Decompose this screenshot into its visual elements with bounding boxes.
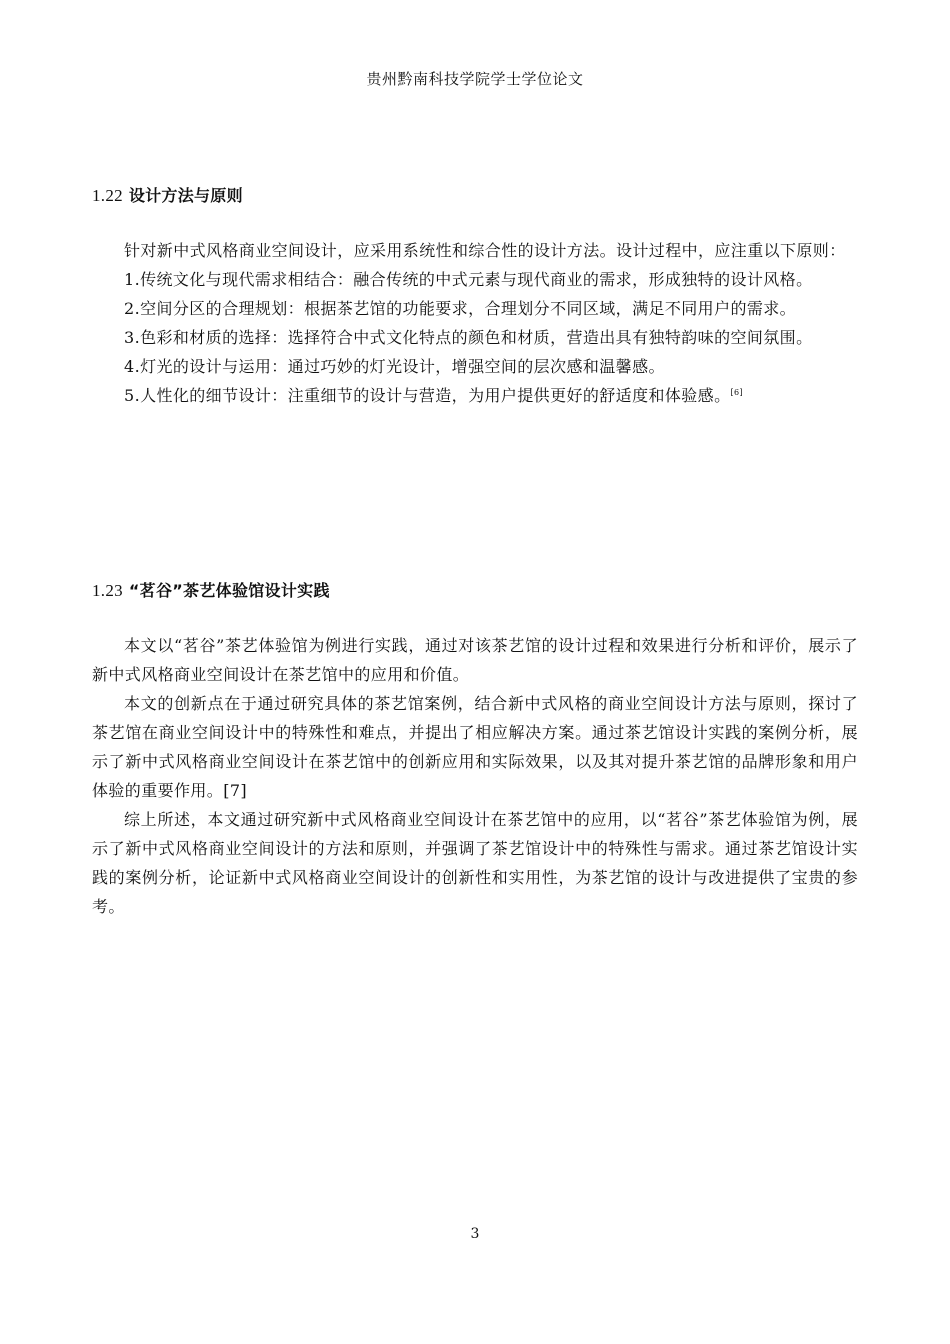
paragraph: 本文的创新点在于通过研究具体的茶艺馆案例，结合新中式风格的商业空间设计方法与原则，探讨了茶艺馆在商业空间设计中的特殊性和难点，并提出了相应解决方案。通过茶艺馆设计实践的案例分析，展示了新中式风格商业空间设计在茶艺馆中的创新应用和实际效果，以及其对提升茶艺馆的品牌形象和用户体验的重要作用。[7] [92,694,858,800]
section-body-1-22 [92,236,858,410]
running-header: 贵州黔南科技学院学士学位论文 [366,70,584,88]
section-number: 1.22 [92,186,123,205]
paragraph: 本文以“茗谷”茶艺体验馆为例进行实践，通过对该茶艺馆的设计过程和效果进行分析和评价，展示了新中式风格商业空间设计在茶艺馆中的应用和价值。 [92,636,858,684]
paragraph: 针对新中式风格商业空间设计，应采用系统性和综合性的设计方法。设计过程中，应注重以下原则： [124,241,846,260]
paragraph: 综上所述，本文通过研究新中式风格商业空间设计在茶艺馆中的应用，以“茗谷”茶艺体验馆为例，展示了新中式风格商业空间设计的方法和原则，并强调了茶艺馆设计中的特殊性与需求。通过茶艺馆设计实践的案例分析，论证新中式风格商业空间设计的创新性和实用性，为茶艺馆的设计与改进提供了宝贵的参考。 [92,810,858,916]
list-item: 2.空间分区的合理规划：根据茶艺馆的功能要求，合理划分不同区域，满足不同用户的需求。 [124,299,797,318]
list-item-with-citation [92,381,858,410]
citation-mark: [6] [730,388,744,397]
section-heading-1-22 [92,183,243,206]
list-item: 1.传统文化与现代需求相结合：融合传统的中式元素与现代商业的需求，形成独特的设计风格。 [124,270,813,289]
list-item: 3.色彩和材质的选择：选择符合中式文化特点的颜色和材质，营造出具有独特韵味的空间氛围。 [124,328,813,347]
section-body-1-23 [92,631,858,921]
section-title: 设计方法与原则 [128,186,243,205]
list-item: 4.灯光的设计与运用：通过巧妙的灯光设计，增强空间的层次感和温馨感。 [124,357,665,376]
section-title: “茗谷”茶艺体验馆设计实践 [128,581,330,600]
page-number: 3 [470,1226,480,1242]
list-item-text: 5.人性化的细节设计：注重细节的设计与营造，为用户提供更好的舒适度和体验感。 [124,386,731,405]
section-heading-1-23 [92,578,330,601]
section-number: 1.23 [92,581,123,600]
